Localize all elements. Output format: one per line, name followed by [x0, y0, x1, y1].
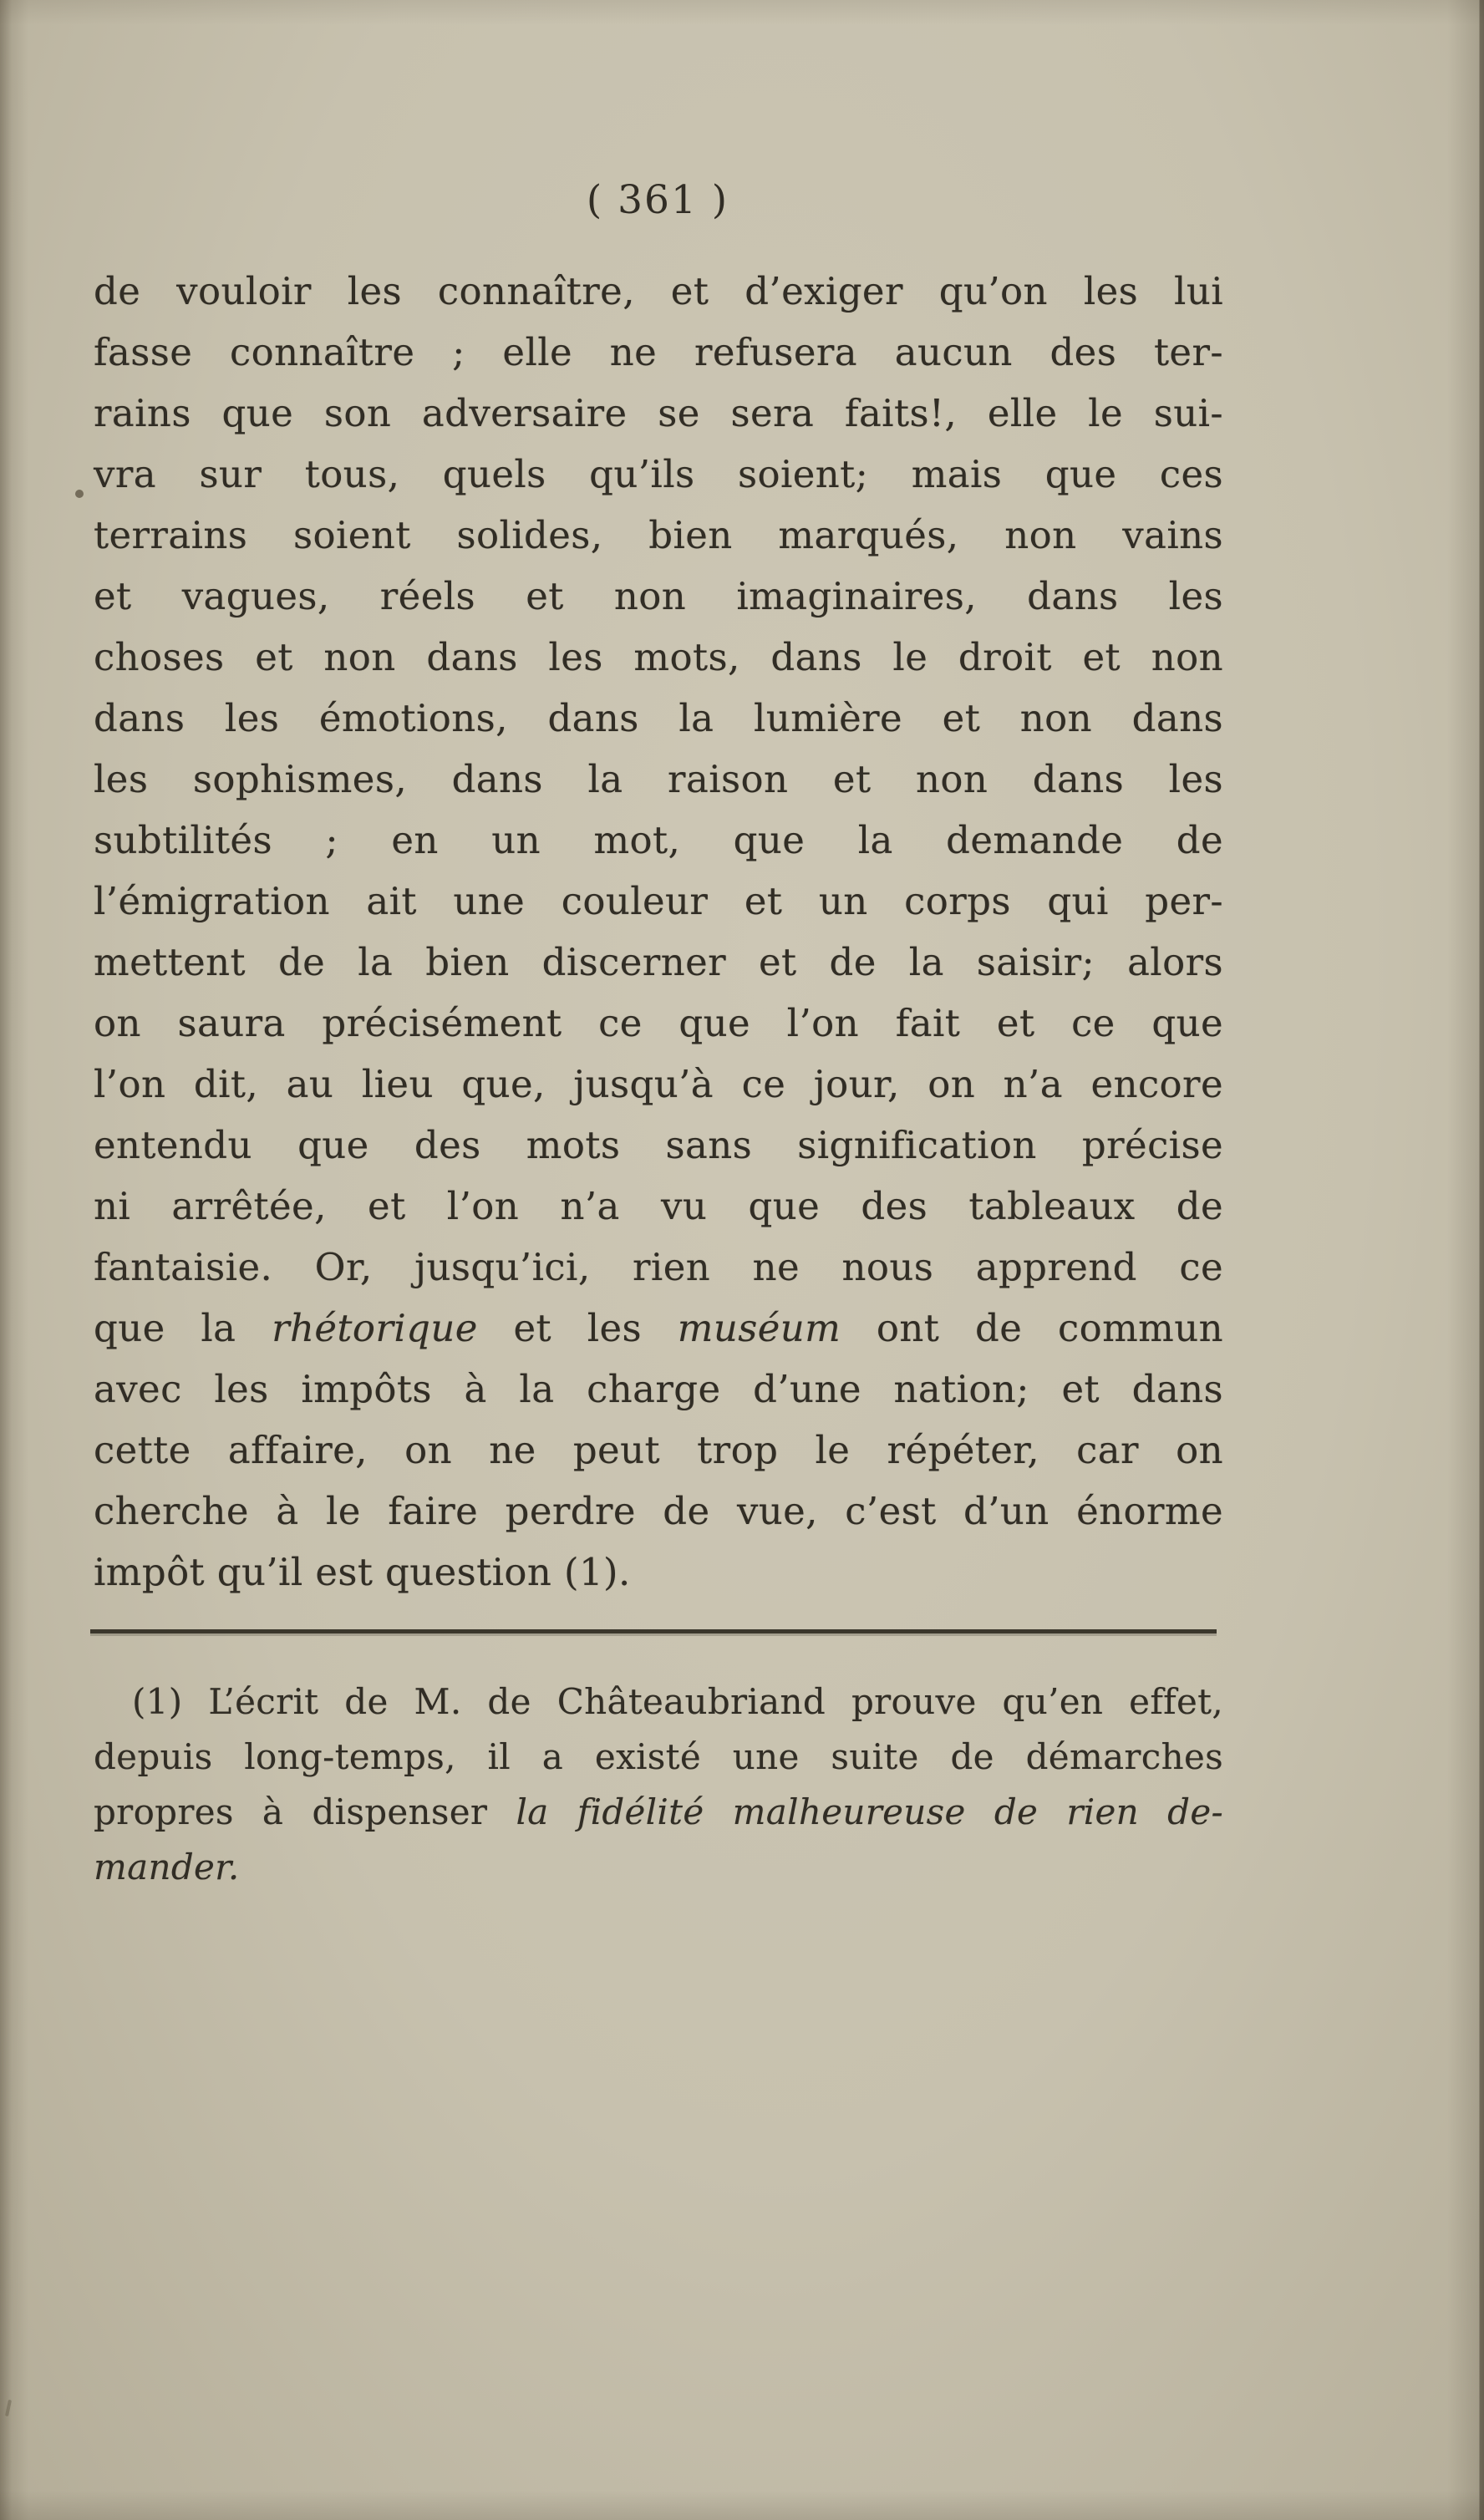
text-segment: et les [477, 1306, 678, 1350]
text-line [94, 1674, 1223, 1730]
text-line [94, 444, 1223, 505]
text-line [94, 383, 1223, 444]
text-line [94, 871, 1223, 932]
text-line [94, 810, 1223, 871]
text-line [94, 1420, 1223, 1481]
text-segment: avec les impôts à la charge d’une nation; et dans [94, 1367, 1223, 1411]
text-line [94, 505, 1223, 566]
text-segment: subtilités ; en un mot, que la demande de [94, 818, 1223, 862]
text-segment: l’émigration ait une couleur et un corps qui per- [94, 879, 1223, 923]
page-edge-mark [5, 2400, 12, 2416]
text-segment: on saura précisément ce que l’on fait et ce que [94, 1001, 1223, 1045]
text-segment: ni arrêtée, et l’on n’a vu que des tableaux de [94, 1184, 1223, 1228]
text-line [94, 1481, 1223, 1542]
text-line [94, 261, 1223, 322]
text-line [94, 1730, 1223, 1785]
text-line [94, 1298, 1223, 1359]
text-segment: cherche à le faire perdre de vue, c’est d’un énorme [94, 1489, 1223, 1533]
text-segment: dans les émotions, dans la lumière et non dans [94, 696, 1223, 740]
ink-speck [75, 490, 84, 498]
text-segment: mettent de la bien discerner et de la saisir; alors [94, 940, 1223, 984]
text-line [94, 1237, 1223, 1298]
text-line [94, 322, 1223, 383]
text-segment: l’on dit, au lieu que, jusqu’à ce jour, on n’a encore [94, 1062, 1223, 1106]
text-segment: et vagues, réels et non imaginaires, dans les [94, 574, 1223, 618]
text-segment: ont de commun [841, 1306, 1223, 1350]
text-segment: (1) L’écrit de M. de Châteaubriand prouve qu’en effet, [132, 1681, 1223, 1722]
page-number: ( 361 ) [586, 177, 729, 223]
text-line [94, 1054, 1223, 1115]
text-line [94, 1359, 1223, 1420]
text-line [94, 688, 1223, 749]
text-segment: vra sur tous, quels qu’ils soient; mais que ces [94, 452, 1223, 496]
text-segment: les sophismes, dans la raison et non dans les [94, 757, 1223, 801]
italic-text: la fidélité malheureuse de rien de- [516, 1791, 1223, 1832]
text-line [94, 932, 1223, 993]
text-line [94, 1840, 1223, 1895]
text-segment: propres à dispenser [94, 1791, 516, 1832]
italic-text: rhétorique [272, 1306, 478, 1350]
text-segment: terrains soient solides, bien marqués, non vains [94, 513, 1223, 557]
text-segment: que la [94, 1306, 272, 1350]
text-line [94, 1176, 1223, 1237]
text-segment: choses et non dans les mots, dans le droit et non [94, 635, 1223, 679]
footnote-text [94, 1674, 1223, 1895]
text-segment: cette affaire, on ne peut trop le répéter, car on [94, 1428, 1223, 1472]
text-segment: depuis long-temps, il a existé une suite de démarches [94, 1736, 1223, 1777]
text-line [94, 1785, 1223, 1840]
text-line [94, 993, 1223, 1054]
text-segment: fantaisie. Or, jusqu’ici, rien ne nous apprend ce [94, 1245, 1223, 1289]
text-line [94, 1542, 1223, 1603]
text-line [94, 749, 1223, 810]
italic-text: mander. [94, 1847, 240, 1887]
main-text [94, 261, 1223, 1603]
text-segment: entendu que des mots sans signification précise [94, 1123, 1223, 1167]
text-segment: fasse connaître ; elle ne refusera aucun des ter- [94, 330, 1223, 374]
text-line [94, 566, 1223, 627]
text-segment: rains que son adversaire se sera faits!, elle le sui- [94, 391, 1223, 435]
text-segment: impôt qu’il est question (1). [94, 1550, 631, 1594]
text-segment: de vouloir les connaître, et d’exiger qu’on les lui [94, 269, 1223, 313]
text-line [94, 627, 1223, 688]
text-line [94, 1115, 1223, 1176]
footnote-divider [90, 1629, 1217, 1633]
italic-text: muséum [677, 1306, 841, 1350]
